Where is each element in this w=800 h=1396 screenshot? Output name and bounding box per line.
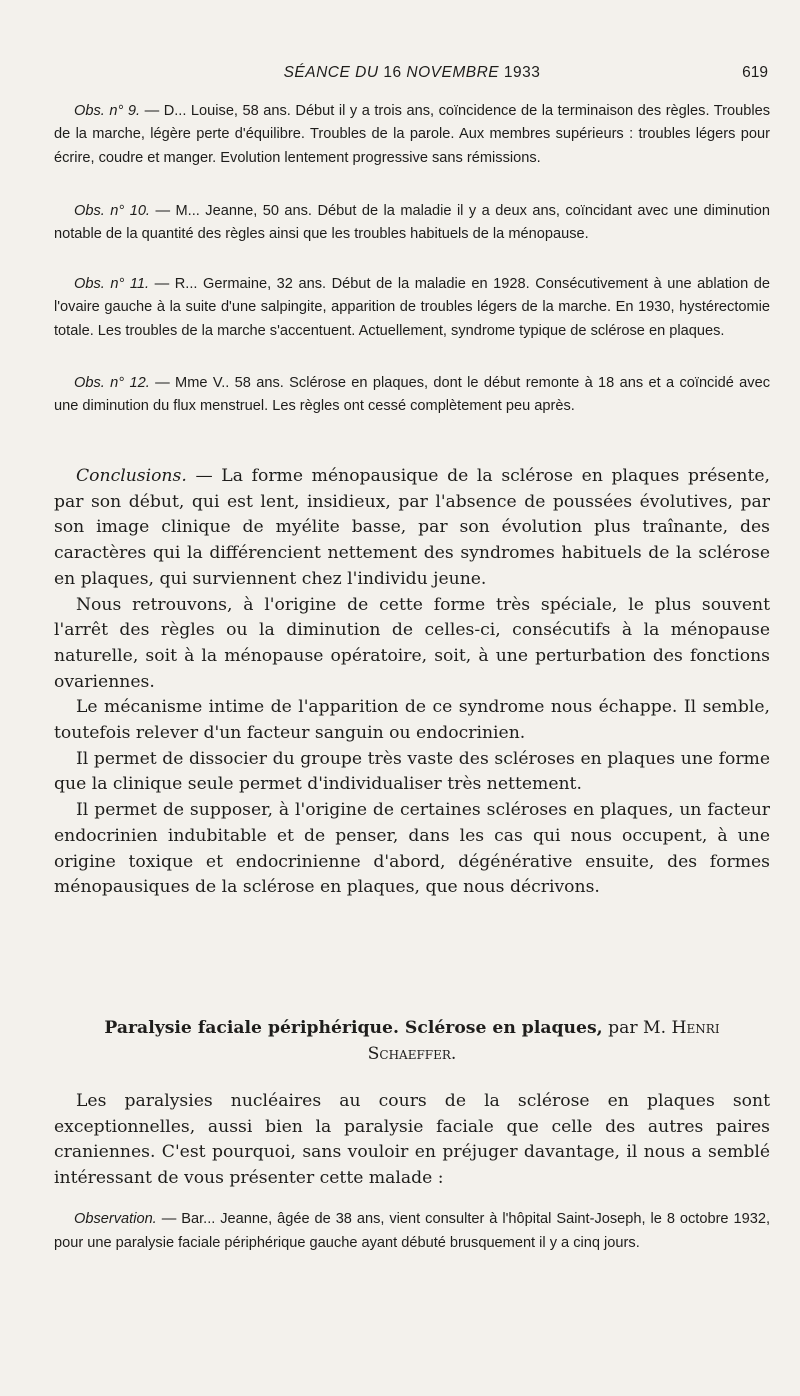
section-title: Paralysie faciale périphérique. Sclérose en plaques, [104,1018,603,1038]
observation-label: Obs. n° 9. [74,103,141,119]
running-title-year: 1933 [503,64,541,81]
conclusions-paragraph-4: Il permet de dissocier du groupe très vaste des scléroses en plaques une forme que la clinique seule permet d'individualiser très nettement. [54,748,770,795]
observation-text: — Mme V.. 58 ans. Sclérose en plaques, dont le début remonte à 18 ans et a coïncidé avec une diminution du flux menstruel. Les règles ont cessé complètement peu après. [54,375,770,415]
observation-label: Obs. n° 11. [74,276,150,292]
running-title [54,64,770,82]
conclusions-section [54,464,770,901]
observation-paragraph [54,100,770,170]
author-last-name: Schaeffer. [367,1043,457,1064]
running-title-day: 16 [383,64,402,81]
conclusions-paragraph-1 [54,464,770,593]
author-first-name: Henri [671,1018,720,1038]
observation-text: — R... Germaine, 32 ans. Début de la maladie en 1928. Consécutivement à une ablation de l'ovaire gauche à la suite d'une salpingite, apparition de troubles légers de la marche. En 1930, hystérectomie totale. Les troubles de la marche s'accentuent. Actuellement, syndrome typique de sclérose en plaques. [54,276,770,339]
observation-text: — Bar... Jeanne, âgée de 38 ans, vient consulter à l'hôpital Saint-Joseph, le 8 octobre 1932, pour une paralysie faciale périphérique gauche ayant débuté brusquement il y a cinq jours. [54,1211,771,1251]
observation-11 [54,273,770,343]
observation-label: Obs. n° 12. [74,375,150,391]
observation-9 [54,100,770,170]
conclusions-paragraph-2: Nous retrouvons, à l'origine de cette forme très spéciale, le plus souvent l'arrêt des règles ou la diminution de celles-ci, consécutifs à la ménopause naturelle, soit à la ménopause opératoire, soit, à une perturbation des fonctions ovariennes. [54,594,770,692]
observation-paragraph [54,273,770,343]
page-number: 619 [742,64,768,81]
observation-12 [54,372,770,419]
conclusions-paragraph-5: Il permet de supposer, à l'origine de certaines scléroses en plaques, un facteur endocrinien indubitable et de penser, dans les cas qui nous occupent, à une origine toxique et endocrinienne d'abord, dégénérative ensuite, des formes ménopausiques de la sclérose en plaques, que nous décrivons. [54,800,770,898]
conclusions-lead: Conclusions. [76,466,187,486]
observation-label: Observation. [74,1211,157,1227]
byline-prefix: par M. [608,1018,667,1038]
intro-section [54,1089,770,1192]
page-header [54,64,770,88]
observation-paragraph [54,372,770,419]
observation-text: — M... Jeanne, 50 ans. Début de la maladie il y a deux ans, coïncidant avec une diminution notable de la quantité des règles ainsi que les troubles habituels de la ménopause. [54,203,770,243]
observation-10 [54,200,770,247]
running-title-month: NOVEMBRE [406,64,500,81]
conclusions-text: — La forme ménopausique de la sclérose en plaques présente, par son début, qui est lent, insidieux, par l'absence de poussées évolutives, par son image clinique de myélite basse, par son évolution plus traînante, des caractères qui la différencient nettement des syndromes habituels de la sclérose en plaques, qui surviennent chez l'individu jeune. [54,466,771,589]
running-title-seance: SÉANCE DU [283,64,379,81]
observation-paragraph [54,200,770,247]
observation-text: — D... Louise, 58 ans. Début il y a trois ans, coïncidence de la terminaison des règles. Troubles de la marche, légère perte d'équilibre. Troubles de la parole. Aux membres supérieurs : troubles légers pour écrire, coudre et manger. Evolution lentement progressive sans rémissions. [54,103,771,166]
observation-paragraph [54,1208,770,1255]
intro-paragraph: Les paralysies nucléaires au cours de la sclérose en plaques sont exceptionnelles, aussi bien la paralysie faciale que celle des autres paires craniennes. C'est pourquoi, sans vouloir en préjuger davantage, il nous a semblé intéressant de vous présenter cette malade : [54,1091,770,1189]
section-heading [54,1016,770,1067]
observation-final [54,1208,770,1255]
conclusions-paragraph-3: Le mécanisme intime de l'apparition de ce syndrome nous échappe. Il semble, toutefois relever d'un facteur sanguin ou endocrinien. [54,697,770,744]
observation-label: Obs. n° 10. [74,203,150,219]
